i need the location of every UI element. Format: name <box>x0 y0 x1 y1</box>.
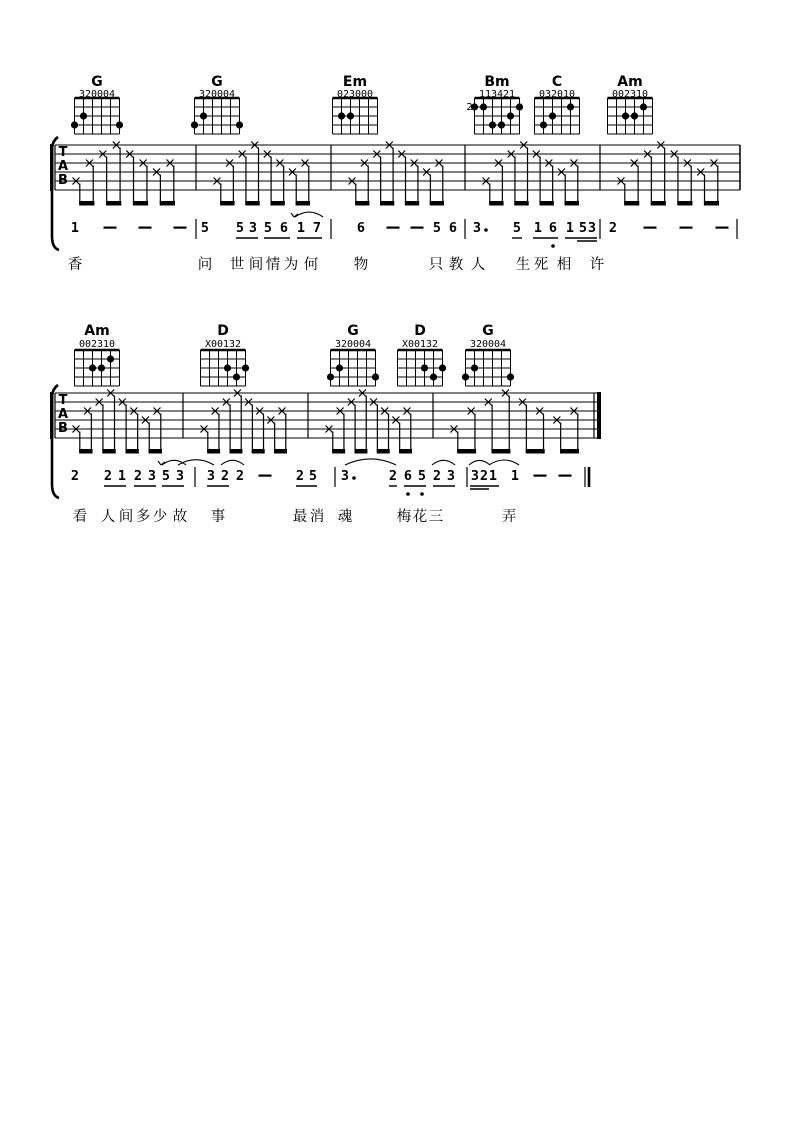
jianpu-digit: 2 <box>133 468 143 484</box>
beam <box>102 449 115 454</box>
chord-dot <box>336 364 343 371</box>
chord-name: Bm <box>484 74 510 90</box>
slur-arc <box>295 212 323 217</box>
beam <box>149 449 162 454</box>
jianpu-digit: 1 <box>70 220 80 236</box>
lyric-char: 教 <box>448 257 464 273</box>
jianpu-digit: 1 <box>488 468 498 484</box>
lyric-char: 何 <box>303 257 319 273</box>
lyric-char: 许 <box>589 257 605 273</box>
beam <box>380 201 394 206</box>
chord-dot <box>327 373 334 380</box>
beam <box>106 201 121 206</box>
jianpu-digit: 7 <box>312 220 322 236</box>
chord-dot <box>98 364 105 371</box>
chord-dot <box>640 103 647 110</box>
jianpu-digit: 2 <box>70 468 80 484</box>
chord-name: D <box>217 323 229 339</box>
chord-name: D <box>414 323 426 339</box>
chord-dot <box>191 121 198 128</box>
jianpu-digit: 2 <box>295 468 305 484</box>
jianpu-digit: 1 <box>565 220 575 236</box>
chord-fingering: 113421 <box>478 89 516 100</box>
beam <box>704 201 719 206</box>
lyric-char: 三 <box>428 509 444 525</box>
chord-dot <box>516 103 523 110</box>
chord-dot <box>116 121 123 128</box>
dotted-note-dot <box>352 476 356 480</box>
jianpu-dash <box>104 227 117 229</box>
chord-fingering: X00132 <box>401 339 439 350</box>
lyric-char: 人 <box>100 509 116 525</box>
beam <box>489 201 503 206</box>
chord-dot <box>107 355 114 362</box>
jianpu-digit: 3 <box>470 468 480 484</box>
lyric-char: 多 <box>135 509 151 525</box>
chord-dot <box>622 112 629 119</box>
jianpu-digit: 3 <box>472 220 482 236</box>
lyric-char: 为 <box>283 257 299 273</box>
jianpu-digit: 1 <box>533 220 543 236</box>
lyric-char: 间 <box>118 509 134 525</box>
slur-arc <box>178 460 214 465</box>
tab-clef-letter: B <box>58 173 68 188</box>
lyric-char: 少 <box>152 509 168 525</box>
jianpu-digit: 1 <box>510 468 520 484</box>
lyric-char: 世 <box>229 257 245 273</box>
beam <box>430 201 444 206</box>
beam <box>457 449 476 454</box>
chord-fingering: 002310 <box>611 89 649 100</box>
beam <box>651 201 666 206</box>
lyric-char: 只 <box>428 257 444 273</box>
beam <box>677 201 692 206</box>
lyric-char: 相 <box>556 257 572 273</box>
chord-dot <box>80 112 87 119</box>
chord-dot <box>489 121 496 128</box>
jianpu-digit: 5 <box>432 220 442 236</box>
chord-dot <box>567 103 574 110</box>
chord-dot <box>421 364 428 371</box>
jianpu-dash <box>559 475 572 477</box>
lyric-char: 事 <box>210 509 226 525</box>
dotted-note-dot <box>484 228 488 232</box>
jianpu-digit: 5 <box>263 220 273 236</box>
jianpu-digit: 5 <box>308 468 318 484</box>
jianpu-digit: 2 <box>220 468 230 484</box>
jianpu-dash <box>644 227 657 229</box>
lyric-char: 弄 <box>501 509 517 525</box>
chord-name: G <box>91 74 103 90</box>
jianpu-dash <box>680 227 693 229</box>
chord-fingering: 320004 <box>78 89 116 100</box>
jianpu-digit: 2 <box>479 468 489 484</box>
chord-name: G <box>347 323 359 339</box>
lyric-char: 问 <box>197 257 213 273</box>
beam <box>491 449 510 454</box>
chord-name: Am <box>617 74 643 90</box>
jianpu-digit: 3 <box>587 220 597 236</box>
slur-arc <box>469 460 490 465</box>
chord-dot <box>233 373 240 380</box>
chord-fingering: 023000 <box>336 89 374 100</box>
jianpu-dash <box>411 227 424 229</box>
chord-name: Am <box>84 323 110 339</box>
beam <box>220 201 234 206</box>
jianpu-dash <box>387 227 400 229</box>
beam <box>514 201 528 206</box>
beam <box>405 201 419 206</box>
lyric-char: 最 <box>292 509 308 525</box>
jianpu-digit: 1 <box>117 468 127 484</box>
lyric-char: 故 <box>172 509 188 525</box>
lyric-char: 生 <box>515 257 531 273</box>
chord-dot <box>430 373 437 380</box>
beam <box>399 449 412 454</box>
chord-dot <box>471 364 478 371</box>
beam <box>207 449 220 454</box>
beam <box>296 201 310 206</box>
chord-fingering: 002310 <box>78 339 116 350</box>
chord-dot <box>498 121 505 128</box>
chord-dot <box>224 364 231 371</box>
beam <box>125 449 138 454</box>
jianpu-dash <box>139 227 152 229</box>
chord-dot <box>338 112 345 119</box>
lyric-char: 消 <box>309 509 325 525</box>
jianpu-digit: 6 <box>356 220 366 236</box>
jianpu-digit: 2 <box>608 220 618 236</box>
jianpu-digit: 3 <box>175 468 185 484</box>
lyric-char: 花 <box>412 509 428 525</box>
slur-arc <box>489 460 519 465</box>
chord-dot <box>540 121 547 128</box>
beam <box>274 449 287 454</box>
slur-arc <box>221 460 244 465</box>
jianpu-digit: 5 <box>512 220 522 236</box>
jianpu-digit: 5 <box>200 220 210 236</box>
lyric-char: 香 <box>67 257 83 273</box>
chord-dot <box>462 373 469 380</box>
chord-name: Em <box>342 74 368 90</box>
octave-dot <box>406 492 410 496</box>
jianpu-digit: 3 <box>446 468 456 484</box>
tab-clef-letter: A <box>57 159 69 174</box>
jianpu-digit: 2 <box>388 468 398 484</box>
chord-dot <box>242 364 249 371</box>
beam <box>354 449 367 454</box>
beam <box>624 201 639 206</box>
jianpu-digit: 5 <box>578 220 588 236</box>
beam <box>526 449 545 454</box>
chord-fingering: 320004 <box>334 339 372 350</box>
jianpu-digit: 2 <box>432 468 442 484</box>
chord-dot <box>71 121 78 128</box>
chord-dot <box>89 364 96 371</box>
jianpu-digit: 5 <box>235 220 245 236</box>
chord-dot <box>372 373 379 380</box>
beam <box>270 201 284 206</box>
lyric-char: 物 <box>353 257 369 273</box>
jianpu-digit: 3 <box>206 468 216 484</box>
chord-name: G <box>211 74 223 90</box>
tab-clef-letter: B <box>58 421 68 436</box>
beam <box>79 449 92 454</box>
chord-name: C <box>551 74 563 90</box>
beam <box>332 449 345 454</box>
chord-dot <box>631 112 638 119</box>
beam <box>245 201 259 206</box>
jianpu-digit: 1 <box>296 220 306 236</box>
tab-clef-letter: T <box>58 145 68 160</box>
jianpu-digit: 5 <box>161 468 171 484</box>
slur-arc <box>345 459 396 465</box>
beam <box>560 449 579 454</box>
chord-fingering: 320004 <box>198 89 236 100</box>
staff-end-thick <box>597 392 601 439</box>
chord-dot <box>507 112 514 119</box>
chord-dot <box>236 121 243 128</box>
lyric-char: 情 <box>265 257 281 273</box>
slur-arrow <box>158 461 161 465</box>
chord-dot <box>347 112 354 119</box>
jianpu-dash <box>716 227 729 229</box>
jianpu-digit: 6 <box>448 220 458 236</box>
slur-arrow <box>291 213 294 217</box>
chord-dot <box>200 112 207 119</box>
lyric-char: 死 <box>533 257 549 273</box>
chord-fingering: X00132 <box>204 339 242 350</box>
jianpu-digit: 6 <box>279 220 289 236</box>
octave-dot <box>551 244 555 248</box>
beam <box>539 201 553 206</box>
jianpu-digit: 5 <box>417 468 427 484</box>
lyric-char: 看 <box>72 509 88 525</box>
jianpu-digit: 2 <box>103 468 113 484</box>
beam <box>229 449 242 454</box>
jianpu-dash <box>534 475 547 477</box>
jianpu-digit: 3 <box>147 468 157 484</box>
beam <box>565 201 579 206</box>
chord-fret-number: 2 <box>466 102 473 113</box>
beam <box>133 201 148 206</box>
tab-clef-letter: A <box>57 407 69 422</box>
jianpu-digit: 6 <box>403 468 413 484</box>
jianpu-dash <box>174 227 187 229</box>
chord-dot <box>439 364 446 371</box>
jianpu-dash <box>259 475 272 477</box>
jianpu-digit: 3 <box>340 468 350 484</box>
lyric-char: 人 <box>470 257 486 273</box>
beam <box>252 449 265 454</box>
lyric-char: 间 <box>248 257 264 273</box>
chord-fingering: 032010 <box>538 89 576 100</box>
beam <box>355 201 369 206</box>
beam <box>377 449 390 454</box>
octave-dot <box>420 492 424 496</box>
jianpu-digit: 3 <box>248 220 258 236</box>
lyric-char: 梅 <box>396 509 412 525</box>
jianpu-digit: 6 <box>548 220 558 236</box>
beam <box>79 201 94 206</box>
tab-clef-letter: T <box>58 393 68 408</box>
slur-arc <box>432 460 455 465</box>
chord-dot <box>480 103 487 110</box>
jianpu-digit: 2 <box>235 468 245 484</box>
chord-dot <box>507 373 514 380</box>
chord-name: G <box>482 323 494 339</box>
chord-dot <box>549 112 556 119</box>
chord-fingering: 320004 <box>469 339 507 350</box>
lyric-char: 魂 <box>337 509 353 525</box>
beam <box>160 201 175 206</box>
